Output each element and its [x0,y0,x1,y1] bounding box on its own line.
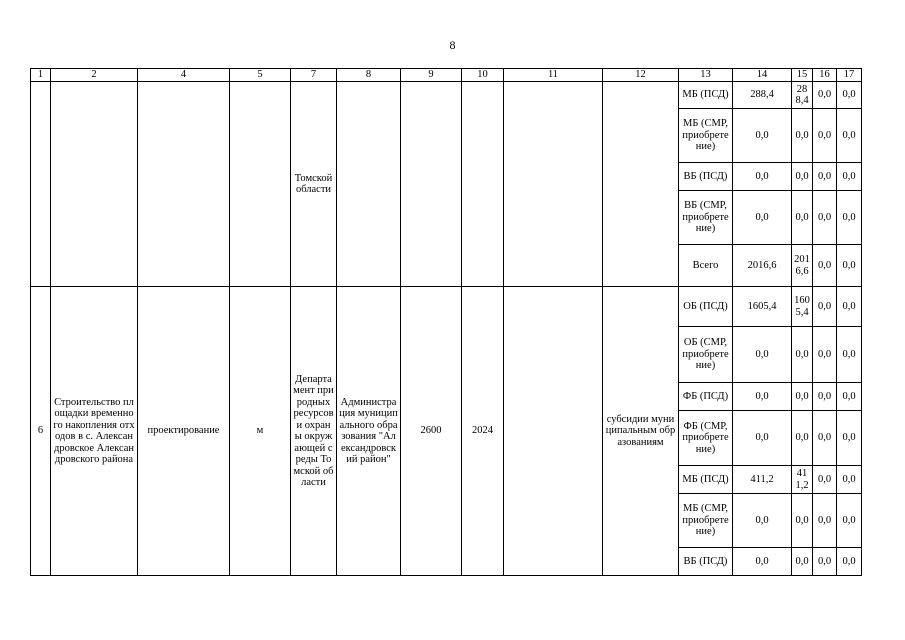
cell-customer: Администрация муниципального образования "Александровский район" [337,287,401,576]
value-c17: 0,0 [837,82,862,109]
value-c16: 0,0 [813,494,837,548]
value-c14: 0,0 [733,327,792,383]
value-c16: 0,0 [813,383,837,411]
funding-source: ВБ (СМР, приобретение) [679,191,733,245]
value-c17: 0,0 [837,287,862,327]
funding-source: ВБ (ПСД) [679,548,733,576]
value-c14: 0,0 [733,548,792,576]
funding-source: ВБ (ПСД) [679,163,733,191]
value-c16: 0,0 [813,548,837,576]
funding-source: Всего [679,245,733,287]
funding-source: МБ (ПСД) [679,466,733,494]
col-header: 2 [51,69,138,82]
funding-source: МБ (ПСД) [679,82,733,109]
cell-item-number: 6 [31,287,51,576]
funding-source: ФБ (ПСД) [679,383,733,411]
cell-c9 [401,82,462,287]
value-c16: 0,0 [813,466,837,494]
funding-source: ОБ (СМР, приобретение) [679,327,733,383]
cell-c10 [462,82,504,287]
value-c14: 411,2 [733,466,792,494]
value-c14: 0,0 [733,383,792,411]
value-c16: 0,0 [813,109,837,163]
cell-c12 [603,82,679,287]
funding-source: ОБ (ПСД) [679,287,733,327]
value-c14: 1605,4 [733,287,792,327]
header-row [31,69,862,82]
col-header: 16 [813,69,837,82]
value-c15: 0,0 [792,191,813,245]
value-c15: 0,0 [792,383,813,411]
value-c15: 0,0 [792,411,813,466]
col-header: 13 [679,69,733,82]
value-c15: 288,4 [792,82,813,109]
value-c14: 0,0 [733,191,792,245]
value-c15: 2016,6 [792,245,813,287]
value-c16: 0,0 [813,191,837,245]
table-row [31,287,862,327]
value-c14: 0,0 [733,411,792,466]
value-c16: 0,0 [813,163,837,191]
cell-unit: м [230,287,291,576]
cell-executor: Департамент природных ресурсов и охраны окружающей среды Томской области [291,287,337,576]
value-c15: 0,0 [792,548,813,576]
col-header: 7 [291,69,337,82]
value-c15: 0,0 [792,109,813,163]
value-c16: 0,0 [813,245,837,287]
page-number: 8 [449,38,456,52]
col-header: 1 [31,69,51,82]
value-c17: 0,0 [837,548,862,576]
value-c14: 2016,6 [733,245,792,287]
col-header: 5 [230,69,291,82]
value-c15: 1605,4 [792,287,813,327]
funding-source: МБ (СМР, приобретение) [679,494,733,548]
cell-c1 [31,82,51,287]
data-table [30,68,862,576]
value-c14: 0,0 [733,163,792,191]
cell-c7-executor: Томской области [291,82,337,287]
cell-c11 [504,82,603,287]
table-row [31,82,862,109]
value-c14: 0,0 [733,109,792,163]
value-c17: 0,0 [837,466,862,494]
cell-capacity: 2600 [401,287,462,576]
funding-source: ФБ (СМР, приобретение) [679,411,733,466]
cell-work-type: проектирование [138,287,230,576]
value-c17: 0,0 [837,109,862,163]
funding-source: МБ (СМР, приобретение) [679,109,733,163]
value-c17: 0,0 [837,327,862,383]
col-header: 10 [462,69,504,82]
col-header: 8 [337,69,401,82]
col-header: 17 [837,69,862,82]
col-header: 15 [792,69,813,82]
cell-c2 [51,82,138,287]
col-header: 12 [603,69,679,82]
value-c17: 0,0 [837,494,862,548]
value-c15: 411,2 [792,466,813,494]
cell-c8 [337,82,401,287]
col-header: 14 [733,69,792,82]
value-c15: 0,0 [792,494,813,548]
value-c16: 0,0 [813,287,837,327]
col-header: 9 [401,69,462,82]
cell-object-name: Строительство площадки временного накопления отходов в с. Александровское Александровского района [51,287,138,576]
value-c14: 0,0 [733,494,792,548]
value-c17: 0,0 [837,411,862,466]
value-c16: 0,0 [813,82,837,109]
value-c16: 0,0 [813,411,837,466]
col-header: 4 [138,69,230,82]
cell-funding-form: субсидии муниципальным образованиям [603,287,679,576]
cell-c4 [138,82,230,287]
value-c17: 0,0 [837,163,862,191]
value-c17: 0,0 [837,191,862,245]
col-header: 11 [504,69,603,82]
cell-c11 [504,287,603,576]
value-c17: 0,0 [837,245,862,287]
value-c16: 0,0 [813,327,837,383]
cell-year: 2024 [462,287,504,576]
value-c17: 0,0 [837,383,862,411]
cell-c5 [230,82,291,287]
value-c15: 0,0 [792,327,813,383]
value-c14: 288,4 [733,82,792,109]
value-c15: 0,0 [792,163,813,191]
